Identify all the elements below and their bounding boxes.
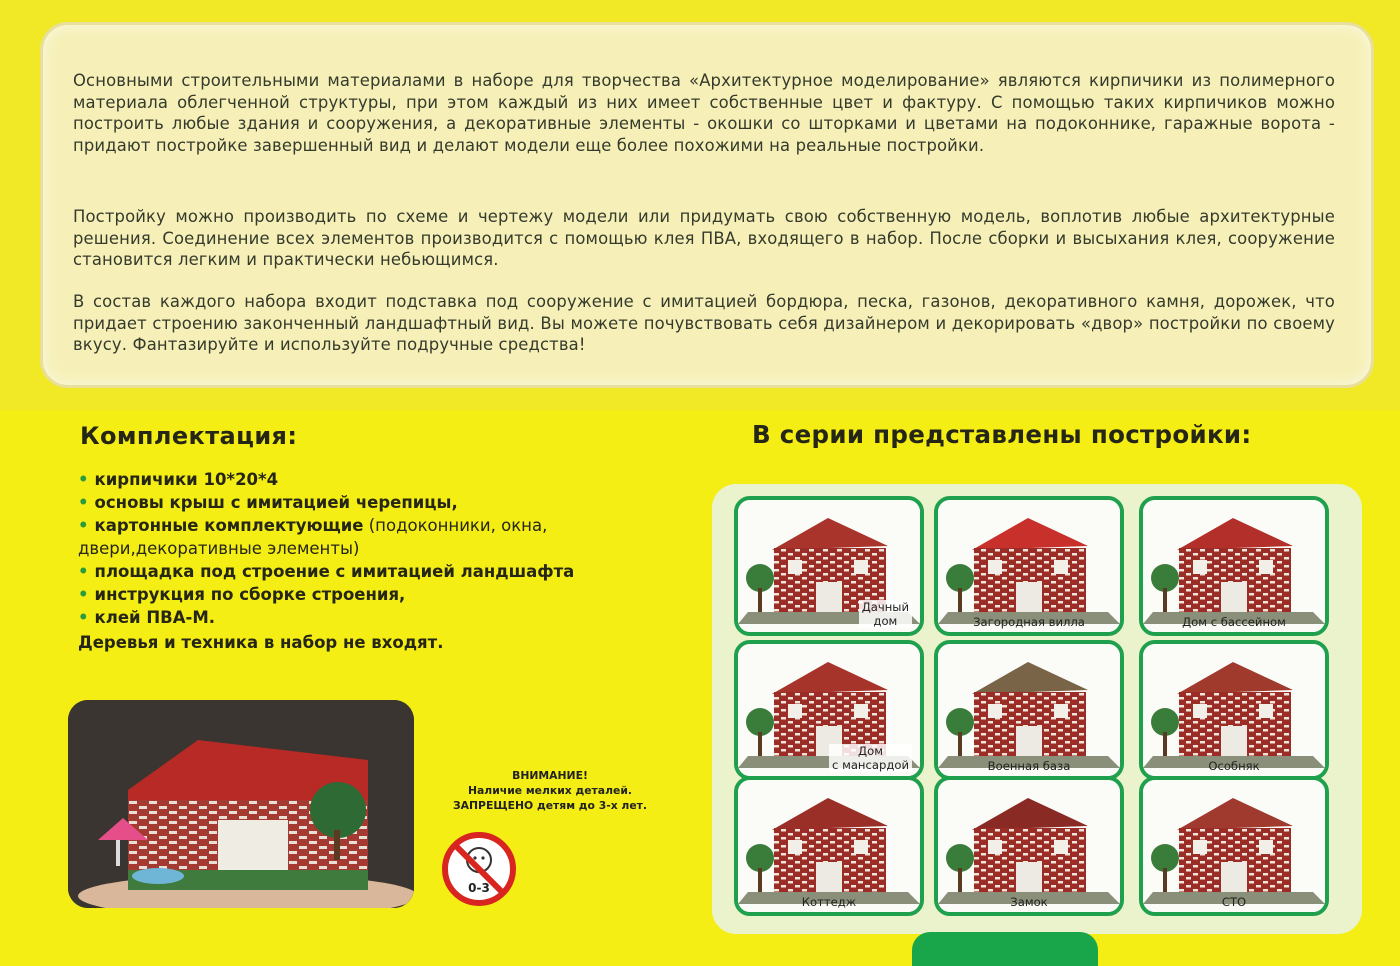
- tile-5: [934, 640, 1124, 780]
- house-thumbnail: [1143, 780, 1325, 912]
- house-model-illustration: [68, 700, 414, 908]
- kit-item-note: (подоконники, окна,: [363, 516, 548, 535]
- house-thumbnail: [938, 780, 1120, 912]
- brand-pill: [912, 932, 1098, 966]
- house-thumbnail: [738, 780, 920, 912]
- intro-panel: [40, 22, 1374, 388]
- kit-footer-note: Деревья и техника в набор не входят.: [78, 633, 444, 652]
- list-item: [78, 606, 678, 629]
- tile-label: Особняк: [1208, 759, 1260, 773]
- tile-8: [934, 776, 1124, 916]
- list-item: [78, 468, 678, 491]
- product-photo: [68, 700, 414, 908]
- intro-paragraph-1: Основными строительными материалами в наборе для творчества «Архитектурное моделирование» являются кирпичики из полимерного материала облегченной структуры, при этом каждый из них имеет собственные цвет и фактуру. С помощью таких кирпичиков можно построить любые здания и сооружения, а декоративные элементы - окошки со шторками и цветами на подоконнике, гаражные ворота - придают постройке завершенный вид и делают модели еще более похожими на реальные постройки.: [73, 71, 1335, 155]
- tile-label: Дом с мансардой: [829, 744, 912, 772]
- tile-6: [1139, 640, 1329, 780]
- kit-list: [78, 468, 678, 654]
- tile-9: [1139, 776, 1329, 916]
- house-thumbnail: [938, 644, 1120, 776]
- kit-item-label: площадка под строение с имитацией ландшафта: [94, 562, 575, 581]
- kit-item-label: клей ПВА-М.: [94, 608, 216, 627]
- warning-line-2: Наличие мелких деталей.: [467, 784, 632, 797]
- tile-label: Дом с бассейном: [1182, 615, 1286, 629]
- intro-paragraph-2: Постройку можно производить по схеме и чертежу модели или придумать свою собственную модель, воплотив любые архитектурные решения. Соединение всех элементов производится с помощью клея ПВА, входящего в набор. После сборки и высыхания клея, сооружение становится легким и практически небьющимся.: [73, 207, 1335, 269]
- intro-paragraph-3: В состав каждого набора входит подставка под сооружение с имитацией бордюра, песка, газонов, декоративного камня, дорожек, что придает строению законченный ландшафтный вид. Вы можете почувствовать себя дизайнером и декорировать «двор» постройки по своему вкусу. Фантазируйте и используйте подручные средства!: [73, 292, 1335, 354]
- bullet-icon: •: [78, 516, 89, 535]
- house-thumbnail: [1143, 644, 1325, 776]
- series-title: В серии представлены постройки:: [752, 420, 1252, 449]
- kit-item-label: картонные комплектующие: [94, 516, 364, 535]
- tile-7: [734, 776, 924, 916]
- warning-text: [420, 768, 680, 813]
- kit-item-label: основы крыш с имитацией черепицы,: [94, 493, 458, 512]
- list-item: [78, 583, 678, 606]
- bullet-icon: •: [78, 608, 89, 627]
- tile-label: Замок: [1010, 895, 1048, 909]
- bullet-icon: •: [78, 470, 89, 489]
- warning-line-3: ЗАПРЕЩЕНО детям до 3-х лет.: [452, 799, 648, 812]
- house-thumbnail: [1143, 500, 1325, 632]
- list-item: [78, 491, 678, 514]
- tile-4: [734, 640, 924, 780]
- bullet-icon: •: [78, 562, 89, 581]
- kit-item-note-line2: двери,декоративные элементы): [78, 539, 360, 558]
- list-item: [78, 514, 678, 537]
- tile-1: [734, 496, 924, 636]
- list-item: [78, 560, 678, 583]
- tile-3: [1139, 496, 1329, 636]
- house-thumbnail: [938, 500, 1120, 632]
- tile-2: [934, 496, 1124, 636]
- kit-title: Комплектация:: [80, 422, 298, 450]
- tile-label: Загородная вилла: [973, 615, 1085, 629]
- tile-label: Дачный дом: [859, 600, 912, 628]
- age-sign-label: 0-3: [468, 881, 490, 895]
- bullet-icon: •: [78, 585, 89, 604]
- kit-item-label: инструкция по сборке строения,: [94, 585, 406, 604]
- tile-label: Военная база: [987, 759, 1071, 773]
- warning-heading: ВНИМАНИЕ!: [512, 769, 588, 782]
- tile-label: СТО: [1221, 895, 1247, 909]
- kit-item-label: кирпичики 10*20*4: [94, 470, 279, 489]
- bullet-icon: •: [78, 493, 89, 512]
- age-restriction-icon: [440, 830, 518, 908]
- tile-label: Коттедж: [801, 895, 857, 909]
